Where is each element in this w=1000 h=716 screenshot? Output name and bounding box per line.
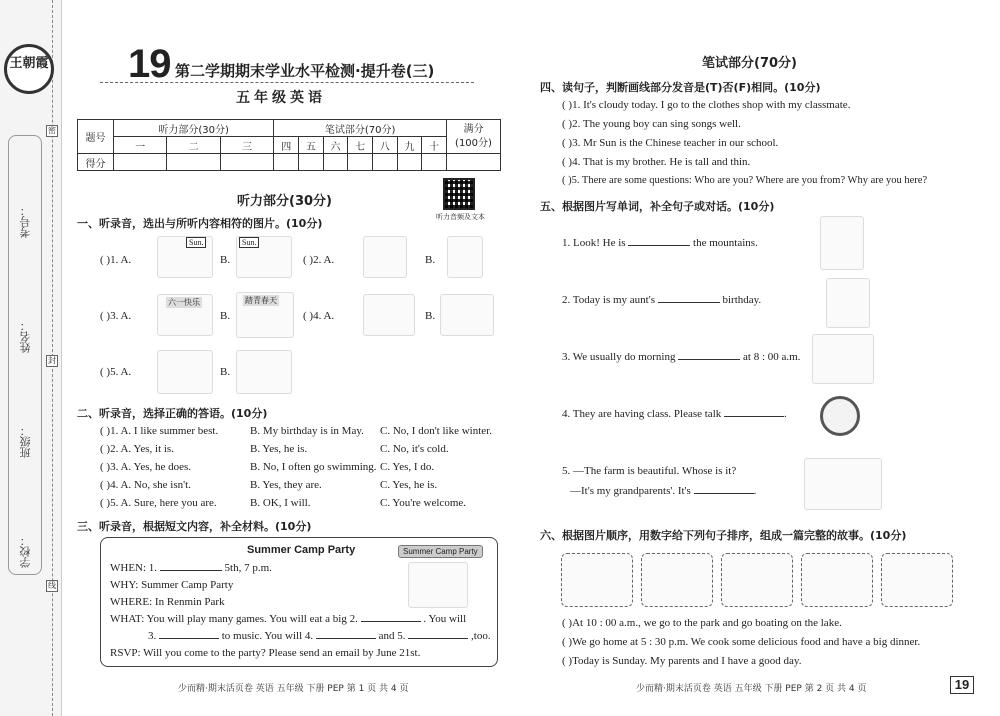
paper-title: 第二学期期末学业水平检测·提升卷(三) <box>175 62 435 80</box>
exam-no-label: 考号： <box>19 205 32 238</box>
story-picture-5 <box>881 553 953 607</box>
seal-mark-3: 线 <box>48 581 56 590</box>
camp-tag: Summer Camp Party <box>398 545 483 558</box>
p1-q1-label: ( )1. A. <box>100 254 132 266</box>
p2-q4-c: C. Yes, he is. <box>380 479 438 491</box>
p2-q3-c: C. Yes, I do. <box>380 461 435 473</box>
p5-q4-a: 4. They are having class. Please talk <box>562 408 722 420</box>
camp-when <box>110 562 272 574</box>
col-head: 二 <box>167 137 220 154</box>
score-cell[interactable] <box>323 154 348 171</box>
p5-blank-3[interactable] <box>678 359 740 360</box>
col-head: 一 <box>114 137 167 154</box>
p5-q1 <box>562 237 758 249</box>
p1-q4-pic-b <box>440 294 494 336</box>
footer-left: 少而精·期末活页卷 英语 五年级 下册 PEP 第 1 页 共 4 页 <box>178 684 409 694</box>
p1-q4-label: ( )4. A. <box>303 310 335 322</box>
farm-picture <box>804 458 882 510</box>
p2-q1-a: ( )1. A. I like summer best. <box>100 425 219 437</box>
part4-heading: 四、读句子，判断画线部分发音是(T)否(F)相同。(10分) <box>540 81 821 94</box>
p4-q1: ( )1. It's cloudy today. I go to the clothes shop with my classmate. <box>562 99 851 111</box>
col-head: 六 <box>323 137 348 154</box>
score-cell[interactable] <box>114 154 167 171</box>
camp-what2-c: and 5. <box>378 630 406 642</box>
campers-picture <box>408 562 468 608</box>
p5-blank-4[interactable] <box>724 416 784 417</box>
p5-q3 <box>562 351 800 363</box>
p5-q5-line2 <box>570 485 756 497</box>
story-picture-2 <box>641 553 713 607</box>
part3-heading: 三、听录音，根据短文内容，补全材料。(10分) <box>77 520 312 533</box>
kids-day-banner: 六一快乐 <box>168 298 200 307</box>
col-head: 四 <box>274 137 299 154</box>
score-cell[interactable] <box>348 154 373 171</box>
p2-q4-b: B. Yes, they are. <box>250 479 322 491</box>
p2-q3-a: ( )3. A. Yes, he does. <box>100 461 192 473</box>
col-head: 五 <box>299 137 324 154</box>
story-picture-1 <box>561 553 633 607</box>
score-table <box>77 119 501 171</box>
col-head: 七 <box>348 137 373 154</box>
p1-q5-pic-b <box>236 350 292 394</box>
writing-score-header: 笔试部分(70分) <box>274 120 447 137</box>
p4-q2: ( )2. The young boy can sing songs well. <box>562 118 741 130</box>
camp-rsvp: RSVP: Will you come to the party? Please send an email by June 21st. <box>110 647 421 659</box>
climbing-picture <box>820 216 864 270</box>
full-score-label: 满分 <box>463 123 484 135</box>
col-head: 十 <box>422 137 447 154</box>
paper-subtitle: 五年级英语 <box>236 90 326 106</box>
col-head: 八 <box>372 137 397 154</box>
p1-q2-pic-a <box>363 236 407 278</box>
listening-score-header: 听力部分(30分) <box>114 120 274 137</box>
page-number: 19 <box>950 676 974 694</box>
p5-q3-b: at 8 : 00 a.m. <box>743 351 801 363</box>
p6-s2: ( )We go home at 5 : 30 p.m. We cook some delicious food and have a big dinner. <box>562 636 921 648</box>
camp-what-b: . You will <box>423 613 467 625</box>
p1-q1-pic-b <box>236 236 292 278</box>
p1-q5-b: B. <box>220 366 231 378</box>
part6-heading: 六、根据图片顺序，用数字给下列句子排序，组成一篇完整的故事。(10分) <box>540 529 907 542</box>
p2-q3-b: B. No, I often go swimming. <box>250 461 377 473</box>
p4-q3: ( )3. Mr Sun is the Chinese teacher in our school. <box>562 137 779 149</box>
seal-mark-2: 封 <box>48 356 56 365</box>
p4-q4: ( )4. That is my brother. He is tall and thin. <box>562 156 751 168</box>
p2-q5-a: ( )5. A. Sure, here you are. <box>100 497 217 509</box>
part5-heading: 五、根据图片写单词，补全句子或对话。(10分) <box>540 200 775 213</box>
p5-q2-a: 2. Today is my aunt's <box>562 294 655 306</box>
story-picture-4 <box>801 553 873 607</box>
p1-q2-label: ( )2. A. <box>303 254 335 266</box>
p5-q5-b: . <box>753 485 757 497</box>
p2-q2-b: B. Yes, he is. <box>250 443 308 455</box>
birthday-cake-picture <box>826 278 870 328</box>
score-cell[interactable] <box>167 154 220 171</box>
camp-what2 <box>148 630 491 642</box>
p4-q5: ( )5. There are some questions: Who are you? Where are you from? Why are you here? <box>562 175 928 186</box>
p5-blank-1[interactable] <box>628 245 690 246</box>
p5-blank-2[interactable] <box>658 302 720 303</box>
p6-s3: ( )Today is Sunday. My parents and I have a good day. <box>562 655 802 667</box>
p2-q4-a: ( )4. A. No, she isn't. <box>100 479 191 491</box>
full-score-header <box>447 120 501 154</box>
publisher-logo: 王朝霞 <box>4 44 54 94</box>
camp-what2-a: 3. <box>148 630 157 642</box>
p1-q5-label: ( )5. A. <box>100 366 132 378</box>
p5-q3-a: 3. We usually do morning <box>562 351 676 363</box>
listening-title: 听力部分(30分) <box>237 194 332 209</box>
qr-caption: 听力音频及文本 <box>436 213 485 221</box>
score-row-label: 得分 <box>78 154 114 171</box>
class-label: 班级： <box>19 425 32 458</box>
p2-q1-c: C. No, I don't like winter. <box>380 425 492 437</box>
sun-sign: Sun. <box>239 237 259 248</box>
score-cell[interactable] <box>397 154 422 171</box>
p1-q1-b: B. <box>220 254 231 266</box>
camp-what2-b: to music. You will 4. <box>221 630 314 642</box>
p1-q3-b: B. <box>220 310 231 322</box>
seal-mark-1: 密 <box>48 126 56 135</box>
score-cell[interactable] <box>274 154 299 171</box>
p5-blank-5[interactable] <box>694 493 754 494</box>
p1-q3-pic-a <box>157 294 213 336</box>
part1-heading: 一、听录音，选出与所听内容相符的图片。(10分) <box>77 217 323 230</box>
camp-when-label: WHEN: 1. <box>110 562 158 574</box>
quiet-sign-icon <box>820 396 860 436</box>
camp-why: WHY: Summer Camp Party <box>110 579 234 591</box>
p2-q1-b: B. My birthday is in May. <box>250 425 364 437</box>
writing-title: 笔试部分(70分) <box>702 56 797 71</box>
p6-s1: ( )At 10 : 00 a.m., we go to the park and go boating on the lake. <box>562 617 842 629</box>
qr-code[interactable] <box>443 178 475 210</box>
story-picture-3 <box>721 553 793 607</box>
name-label: 姓名： <box>19 320 32 353</box>
col-head: 九 <box>397 137 422 154</box>
spring-trip-banner: 踏青春天 <box>245 296 277 305</box>
paper-number: 19 <box>128 42 171 86</box>
full-score-value: (100分) <box>455 137 492 149</box>
p5-q1-b: the mountains. <box>693 237 758 249</box>
camp-when-date: 5th, 7 p.m. <box>224 562 272 574</box>
col-head: 三 <box>220 137 273 154</box>
blank-3[interactable] <box>159 638 219 639</box>
p5-q2-b: birthday. <box>722 294 762 306</box>
p5-q4 <box>562 408 787 420</box>
p1-q5-pic-a <box>157 350 213 394</box>
camp-where: WHERE: In Renmin Park <box>110 596 225 608</box>
question-no-header: 题号 <box>78 120 114 154</box>
part2-heading: 二、听录音，选择正确的答语。(10分) <box>77 407 268 420</box>
info-frame <box>8 135 42 575</box>
camp-what2-d: ,too. <box>471 630 491 642</box>
p1-q1-pic-a <box>157 236 213 278</box>
p1-q3-label: ( )3. A. <box>100 310 132 322</box>
school-label: 学校： <box>19 535 32 568</box>
morning-exercise-picture <box>812 334 874 384</box>
score-cell[interactable] <box>299 154 324 171</box>
p5-q1-a: 1. Look! He is <box>562 237 626 249</box>
camp-box-title: Summer Camp Party <box>247 544 356 556</box>
score-cell[interactable] <box>447 154 501 171</box>
sun-sign: Sun. <box>186 237 206 248</box>
p1-q4-b: B. <box>425 310 436 322</box>
p1-q3-pic-b <box>236 292 294 338</box>
p2-q5-b: B. OK, I will. <box>250 497 311 509</box>
camp-what <box>110 613 466 625</box>
p5-q4-b: . <box>784 408 787 420</box>
score-cell[interactable] <box>372 154 397 171</box>
footer-right: 少而精·期末活页卷 英语 五年级 下册 PEP 第 2 页 共 4 页 <box>636 684 867 694</box>
score-cell[interactable] <box>220 154 273 171</box>
p5-q5-a: —It's my grandparents'. It's <box>570 485 691 497</box>
p5-q2 <box>562 294 761 306</box>
blank-1[interactable] <box>160 570 222 571</box>
blank-2[interactable] <box>361 621 421 622</box>
p1-q2-b: B. <box>425 254 436 266</box>
p2-q5-c: C. You're welcome. <box>380 497 467 509</box>
camp-what-a: WHAT: You will play many games. You will eat a big 2. <box>110 613 358 625</box>
blank-5[interactable] <box>408 638 468 639</box>
p1-q4-pic-a <box>363 294 415 336</box>
score-cell[interactable] <box>422 154 447 171</box>
title-rule <box>100 82 474 83</box>
p1-q2-pic-b <box>447 236 483 278</box>
p2-q2-c: C. No, it's cold. <box>380 443 449 455</box>
p5-q5-line1: 5. —The farm is beautiful. Whose is it? <box>562 465 737 477</box>
p2-q2-a: ( )2. A. Yes, it is. <box>100 443 174 455</box>
blank-4[interactable] <box>316 638 376 639</box>
